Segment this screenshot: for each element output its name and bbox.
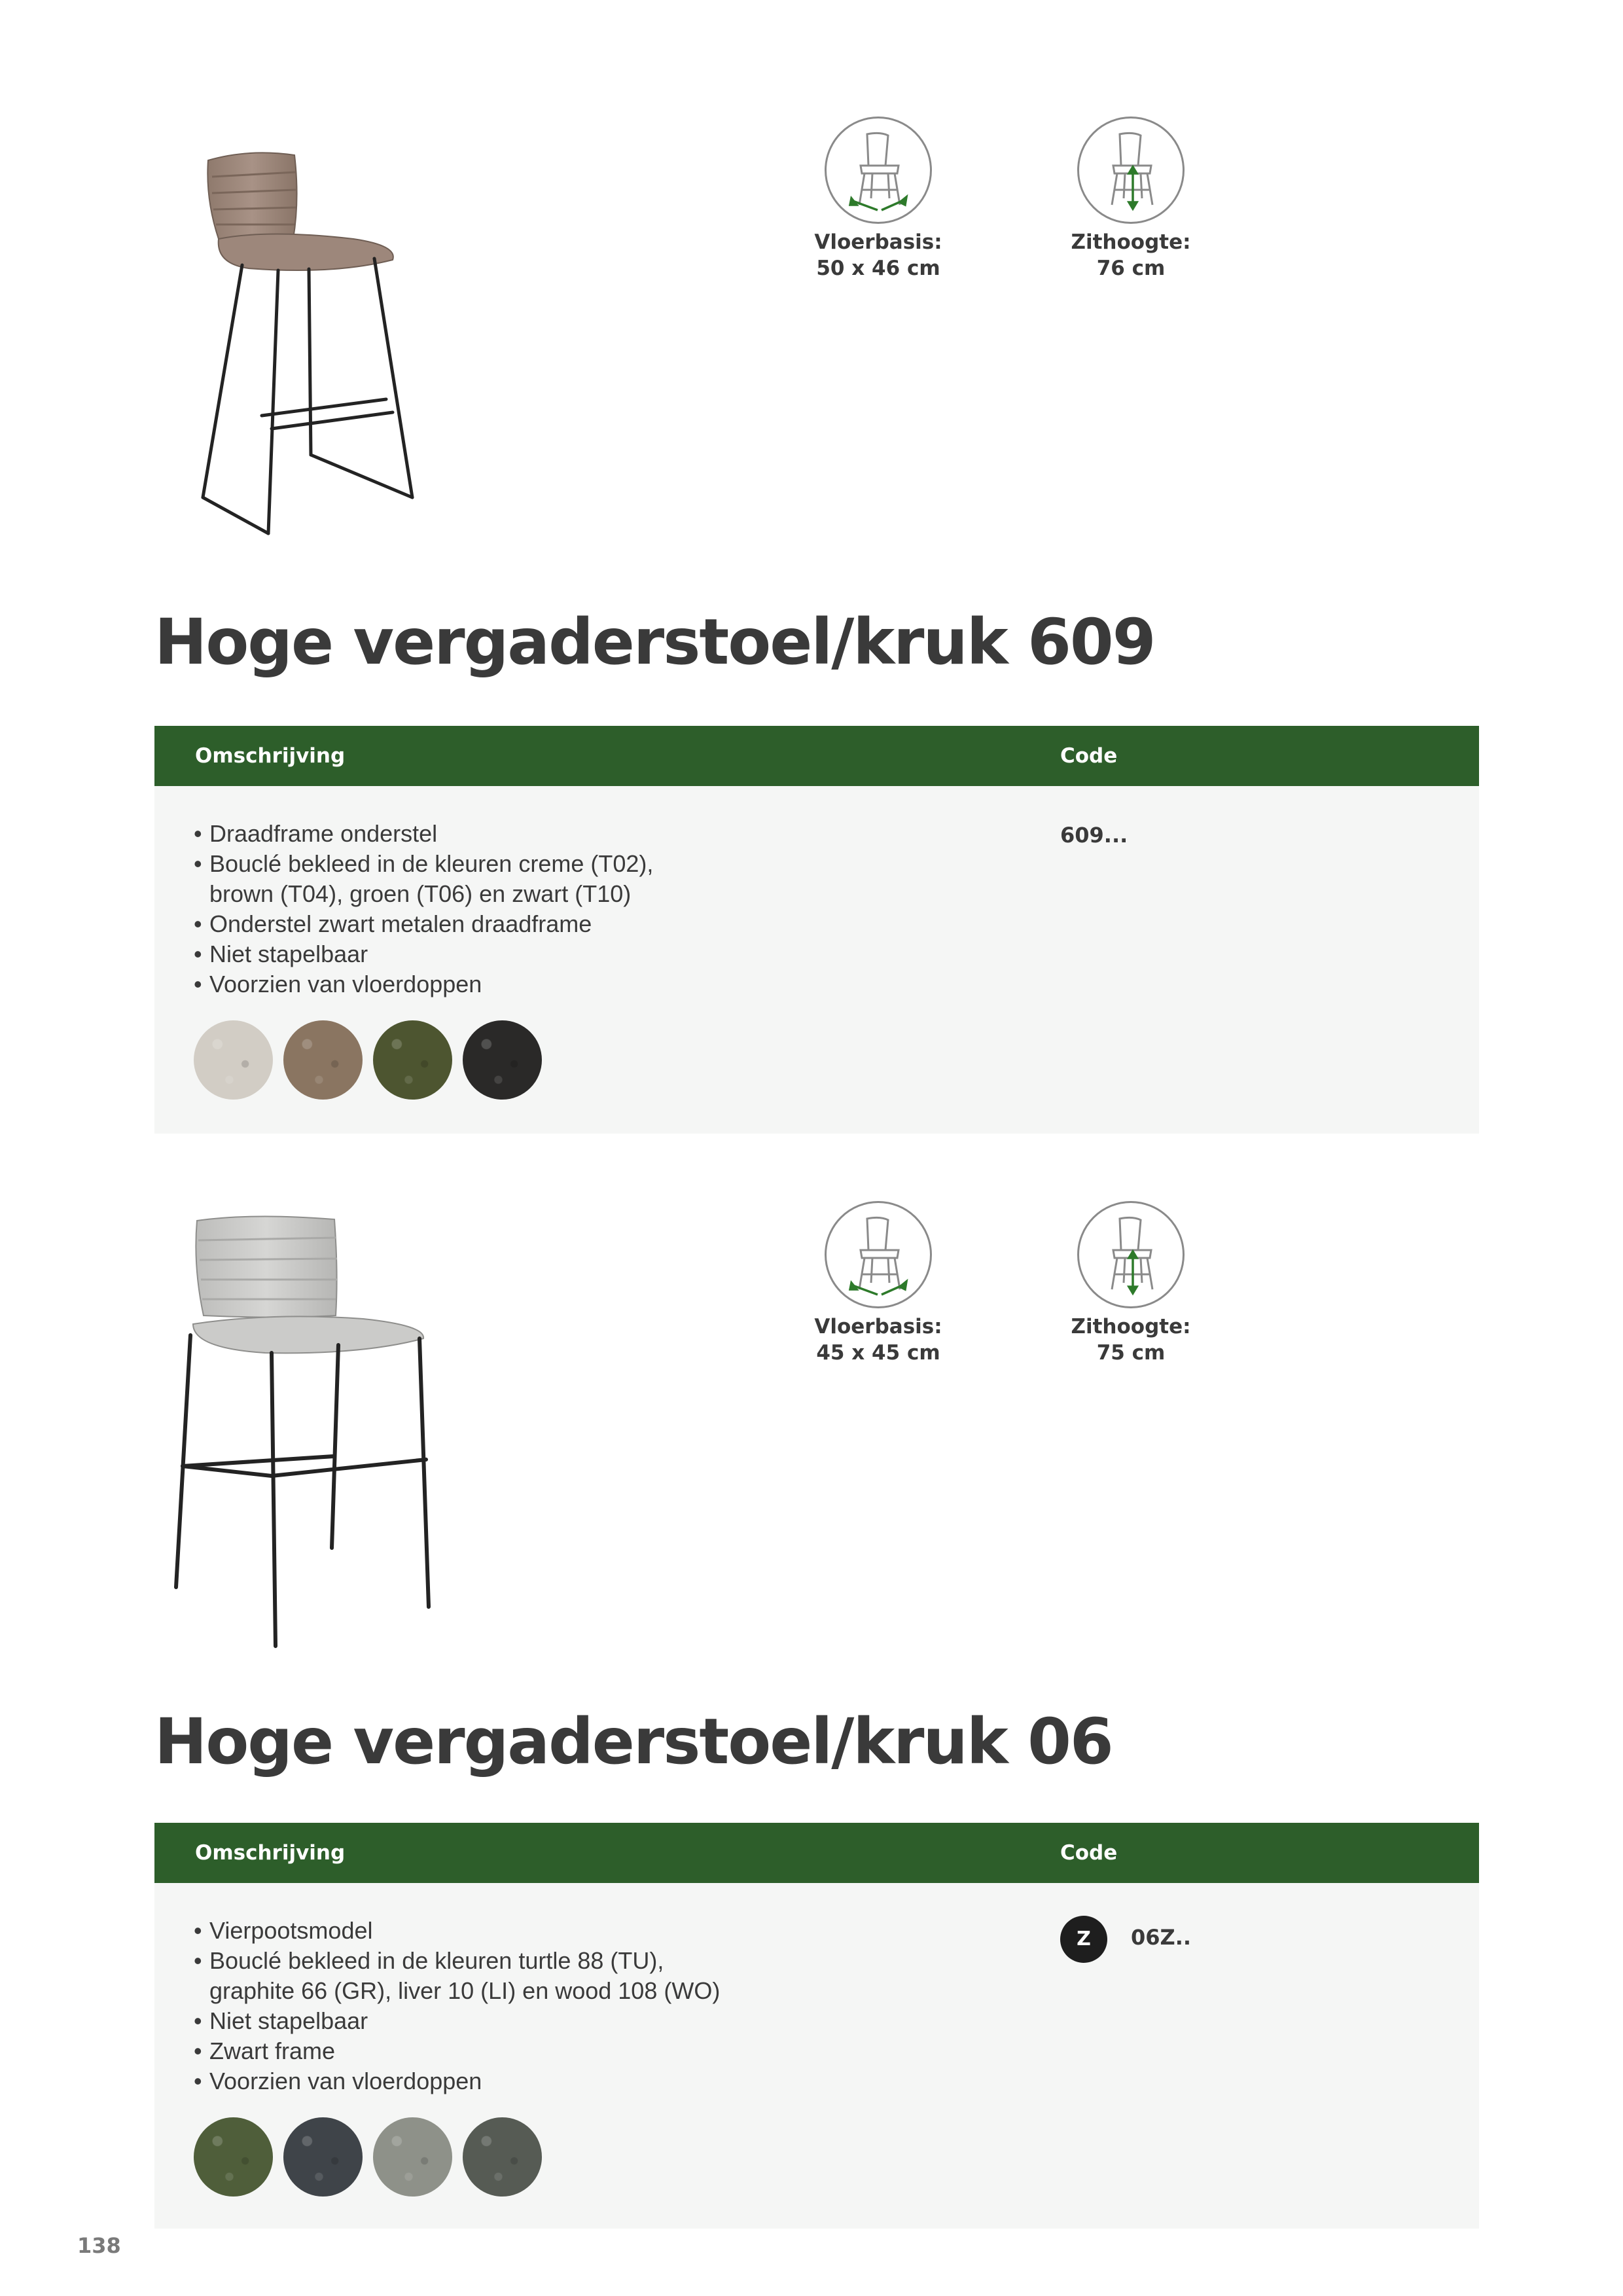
color-swatches xyxy=(194,1020,542,1100)
spec-seat-height xyxy=(1046,1201,1216,1366)
product-title: Hoge vergaderstoel/kruk 06 xyxy=(154,1705,1113,1778)
description-column-header: Omschrijving xyxy=(195,744,346,768)
feature-text: Zwart frame xyxy=(209,2037,336,2064)
spec-value: 50 x 46 cm xyxy=(816,257,940,280)
code-column-header: Code xyxy=(1060,744,1118,768)
feature-item xyxy=(194,2036,746,2066)
bullet: • xyxy=(194,2007,202,2034)
spec-floor-base xyxy=(793,117,963,281)
spec-floor-base xyxy=(793,1201,963,1366)
swatch-groen xyxy=(373,1020,452,1100)
feature-text: Onderstel zwart metalen draadframe xyxy=(209,910,592,937)
swatch-brown xyxy=(283,1020,363,1100)
swatch-turtle xyxy=(194,2117,273,2197)
bullet: • xyxy=(194,1947,202,1974)
feature-item xyxy=(194,939,707,969)
seat-height-dimension-icon xyxy=(1077,117,1185,224)
feature-text: Voorzien van vloerdoppen xyxy=(209,971,482,997)
feature-item xyxy=(194,1916,746,1946)
table-header xyxy=(154,726,1479,786)
color-swatches xyxy=(194,2117,542,2197)
bullet: • xyxy=(194,820,202,847)
spec-seat-height xyxy=(1046,117,1216,281)
feature-list xyxy=(194,1916,746,2096)
swatch-wood xyxy=(463,2117,542,2197)
spec-value: 75 cm xyxy=(1096,1341,1166,1365)
code-column-header: Code xyxy=(1060,1841,1118,1865)
table-header xyxy=(154,1823,1479,1883)
feature-text: Niet stapelbaar xyxy=(209,2007,368,2034)
floor-base-dimension-icon xyxy=(825,1201,932,1308)
seat-height-dimension-icon xyxy=(1077,1201,1185,1308)
spec-value: 45 x 45 cm xyxy=(816,1341,940,1365)
feature-item xyxy=(194,1946,746,2006)
stool-609-image xyxy=(190,141,432,560)
description-column-header: Omschrijving xyxy=(195,1841,346,1865)
feature-text: Vierpootsmodel xyxy=(209,1917,373,1944)
bullet: • xyxy=(194,2068,202,2094)
feature-item xyxy=(194,2006,746,2036)
page-number: 138 xyxy=(77,2233,121,2258)
bullet: • xyxy=(194,850,202,877)
feature-item xyxy=(194,819,707,849)
swatch-graphite xyxy=(283,2117,363,2197)
table-body xyxy=(154,1883,1479,2229)
spec-label: Zithoogte: xyxy=(1071,230,1191,254)
swatch-liver xyxy=(373,2117,452,2197)
product-code: 06Z.. xyxy=(1131,1925,1192,1950)
table-body xyxy=(154,786,1479,1134)
feature-list xyxy=(194,819,707,999)
bullet: • xyxy=(194,971,202,997)
bullet: • xyxy=(194,2037,202,2064)
feature-text: Draadframe onderstel xyxy=(209,820,438,847)
bullet: • xyxy=(194,910,202,937)
feature-text: Niet stapelbaar xyxy=(209,941,368,967)
swatch-zwart xyxy=(463,1020,542,1100)
feature-item xyxy=(194,849,707,909)
bullet: • xyxy=(194,1917,202,1944)
swatch-creme xyxy=(194,1020,273,1100)
spec-label: Zithoogte: xyxy=(1071,1315,1191,1338)
bullet: • xyxy=(194,941,202,967)
feature-item xyxy=(194,2066,746,2096)
feature-item xyxy=(194,969,707,999)
spec-label: Vloerbasis: xyxy=(814,230,942,254)
spec-value: 76 cm xyxy=(1096,257,1166,280)
feature-text: Bouclé bekleed in de kleuren turtle 88 (TU), graphite 66 (GR), liver 10 (LI) en wood 108 (WO) xyxy=(209,1947,721,2004)
code-badge: Z xyxy=(1060,1916,1107,1963)
feature-item xyxy=(194,909,707,939)
feature-text: Voorzien van vloerdoppen xyxy=(209,2068,482,2094)
spec-label: Vloerbasis: xyxy=(814,1315,942,1338)
feature-text: Bouclé bekleed in de kleuren creme (T02), brown (T04), groen (T06) en zwart (T10) xyxy=(209,850,654,907)
product-title: Hoge vergaderstoel/kruk 609 xyxy=(154,605,1155,679)
product-code: 609... xyxy=(1060,823,1128,848)
floor-base-dimension-icon xyxy=(825,117,932,224)
stool-06-image xyxy=(167,1208,442,1659)
